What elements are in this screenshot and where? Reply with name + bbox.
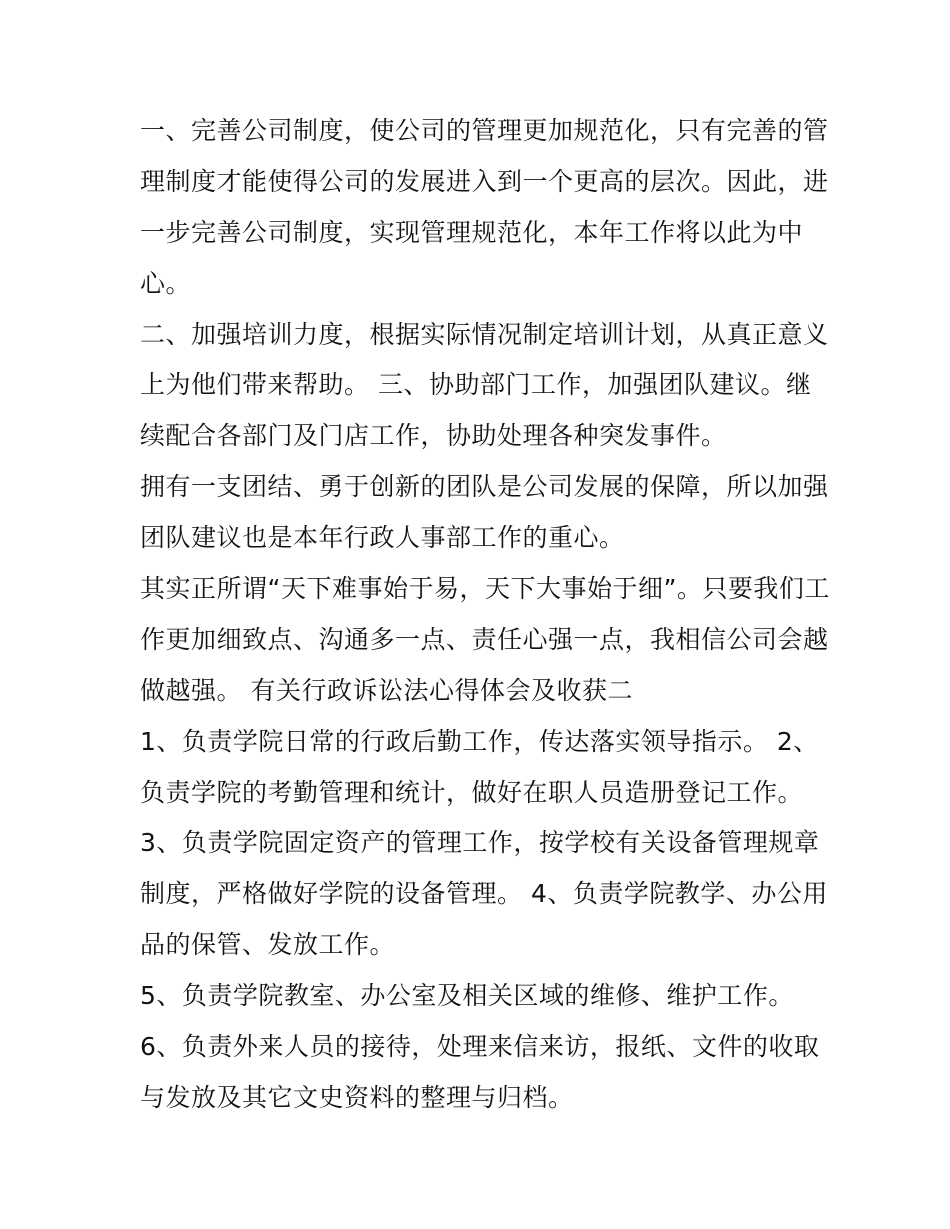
text-line: 品的保管、发放工作。 [140, 930, 396, 960]
text-line: 上为他们带来帮助。 三、协助部门工作，加强团队建议。继 [140, 370, 812, 400]
document-body [140, 106, 830, 1124]
text-line: 做越强。 有关行政诉讼法心得体会及收获二 [140, 675, 633, 705]
text-line: 团队建议也是本年行政人事部工作的重心。 [140, 523, 625, 553]
text-line: 与发放及其它文史资料的整理与归档。 [140, 1082, 574, 1112]
text-line: 心。 [140, 268, 192, 298]
text-line: 5、负责学院教室、办公室及相关区域的维修、维护工作。 [140, 981, 794, 1011]
text-line: 一、完善公司制度，使公司的管理更加规范化，只有完善的管 [140, 116, 829, 145]
text-line: 制度，严格做好学院的设备管理。 4、负责学院教学、办公用 [140, 879, 828, 909]
text-line: 1、负责学院日常的行政后勤工作，传达落实领导指示。 2、 [140, 726, 819, 756]
text-line: 续配合各部门及门店工作，协助处理各种突发事件。 [140, 421, 727, 451]
text-line: 6、负责外来人员的接待，处理来信来访，报纸、文件的收取 [140, 1032, 820, 1062]
text-line: 理制度才能使得公司的发展进入到一个更高的层次。因此，进 [140, 166, 829, 196]
text-line: 其实正所谓“天下难事始于易，天下大事始于细”。只要我们工 [140, 574, 830, 604]
text-line: 负责学院的考勤管理和统计，做好在职人员造册登记工作。 [140, 777, 804, 807]
text-line: 拥有一支团结、勇于创新的团队是公司发展的保障，所以加强 [140, 472, 829, 502]
text-line: 作更加细致点、沟通多一点、责任心强一点，我相信公司会越 [140, 624, 829, 654]
text-line: 二、加强培训力度，根据实际情况制定培训计划，从真正意义 [140, 319, 829, 349]
text-line: 一步完善公司制度，实现管理规范化，本年工作将以此为中 [140, 217, 804, 247]
text-line: 3、负责学院固定资产的管理工作，按学校有关设备管理规章 [140, 828, 820, 858]
